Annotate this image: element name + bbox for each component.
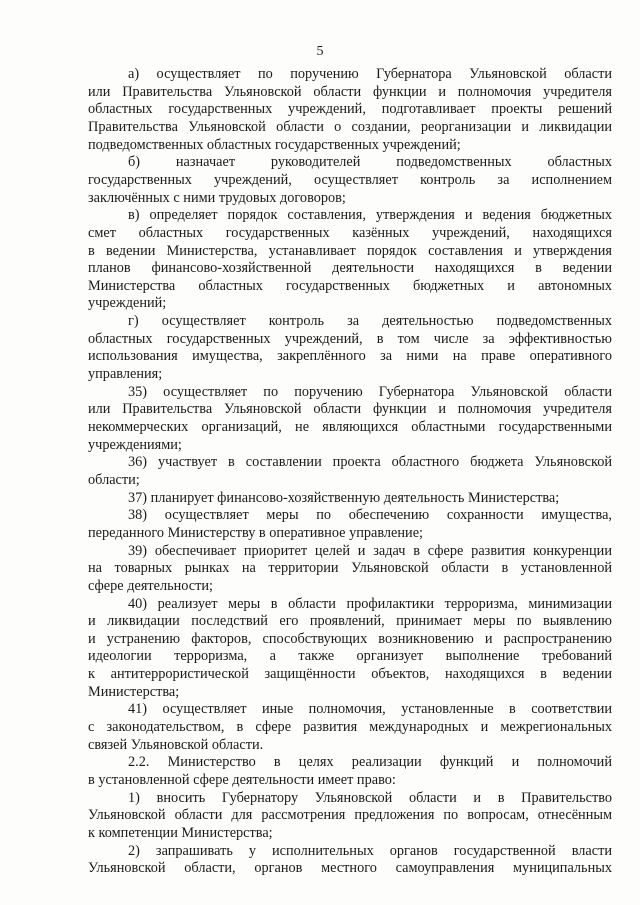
text-line: некоммерческих организаций, не являющихся областными государственными [88, 419, 612, 435]
text-line: Ульяновской области, органов местного самоуправления муниципальных [88, 860, 612, 877]
text-line: подведомственных областных государственных учреждений; [88, 136, 461, 153]
text-line: 2) запрашивать у исполнительных органов государственной власти [128, 842, 612, 859]
text-line: а) осуществляет по поручению Губернатора Ульяновской области [128, 66, 612, 82]
text-line: на товарных рынках на территории Ульяновской области в установленной [88, 560, 612, 577]
text-line: и устранению факторов, способствующих возникновению и распространению [88, 630, 612, 647]
text-line: государственных учреждений, осуществляет контроль за исполнением [88, 171, 612, 188]
text-line: управления; [88, 366, 163, 382]
text-line: области; [88, 471, 140, 488]
text-line: Правительства Ульяновской области о создании, реорганизации и ликвидации [88, 118, 612, 135]
text-line: переданного Министерству в оперативное управление; [88, 524, 424, 541]
text-line: Ульяновской области для рассмотрения предложения по вопросам, отнесённым [88, 807, 612, 824]
text-line: 40) реализует меры в области профилактики терроризма, минимизации [128, 595, 612, 612]
text-line: и ликвидации последствий его проявлений, принимает меры по выявлению [88, 613, 612, 630]
text-line: 36) участвует в составлении проекта областного бюджета Ульяновской [128, 454, 612, 471]
text-line: 38) осуществляет меры по обеспечению сохранности имущества, [128, 507, 612, 524]
text-line: Министерства областных государственных бюджетных и автономных [88, 277, 612, 294]
text-line: или Правительства Ульяновской области функции и полномочия учредителя [88, 83, 612, 100]
text-line: Министерства; [88, 683, 180, 700]
text-line: 37) планирует финансово-хозяйственную деятельность Министерства; [128, 489, 560, 506]
text-line: сфере деятельности; [88, 577, 214, 594]
text-line: заключённых с ними трудовых договоров; [88, 189, 346, 206]
text-line: в) определяет порядок составления, утверждения и ведения бюджетных [128, 207, 612, 224]
text-line: 39) обеспечивает приоритет целей и задач в сфере развития конкуренции [128, 542, 612, 559]
text-line: планов финансово-хозяйственной деятельности находящихся в ведении [88, 260, 612, 277]
text-line: к компетенции Министерства; [88, 824, 273, 841]
text-line: или Правительства Ульяновской области функции и полномочия учредителя [88, 401, 612, 418]
text-line: смет областных государственных казённых учреждений, находящихся [88, 224, 612, 241]
text-line: 1) вносить Губернатору Ульяновской области и в Правительство [128, 789, 612, 806]
text-line: учреждений; [88, 295, 167, 312]
text-line: 2.2. Министерство в целях реализации функций и полномочий [128, 754, 612, 771]
text-line: в ведении Министерства, устанавливает порядок составления и утверждения [88, 242, 612, 259]
text-line: связей Ульяновской области. [88, 736, 264, 753]
text-line: б) назначает руководителей подведомственных областных [128, 154, 612, 171]
text-line: г) осуществляет контроль за деятельностью подведомственных [128, 313, 612, 330]
text-line: к антитеррористической защищённости объектов, находящихся в ведении [88, 666, 612, 683]
text-line: в установленной сфере деятельности имеет право: [88, 772, 396, 788]
text-line: использования имущества, закреплённого за ними на праве оперативного [88, 348, 612, 365]
text-line: с законодательством, в сфере развития международных и межрегиональных [88, 719, 612, 735]
text-line: 41) осуществляет иные полномочия, установленные в соответствии [128, 701, 612, 718]
text-line: областных государственных учреждений, в том числе за эффективностью [88, 330, 612, 347]
text-line: учреждениями; [88, 436, 182, 453]
page-number: 5 [316, 44, 324, 59]
text-line: идеологии терроризма, а также организует выполнение требований [88, 648, 612, 665]
text-line: 35) осуществляет по поручению Губернатора Ульяновской области [128, 383, 612, 400]
text-line: областных государственных учреждений, подготавливает проекты решений [88, 101, 612, 118]
